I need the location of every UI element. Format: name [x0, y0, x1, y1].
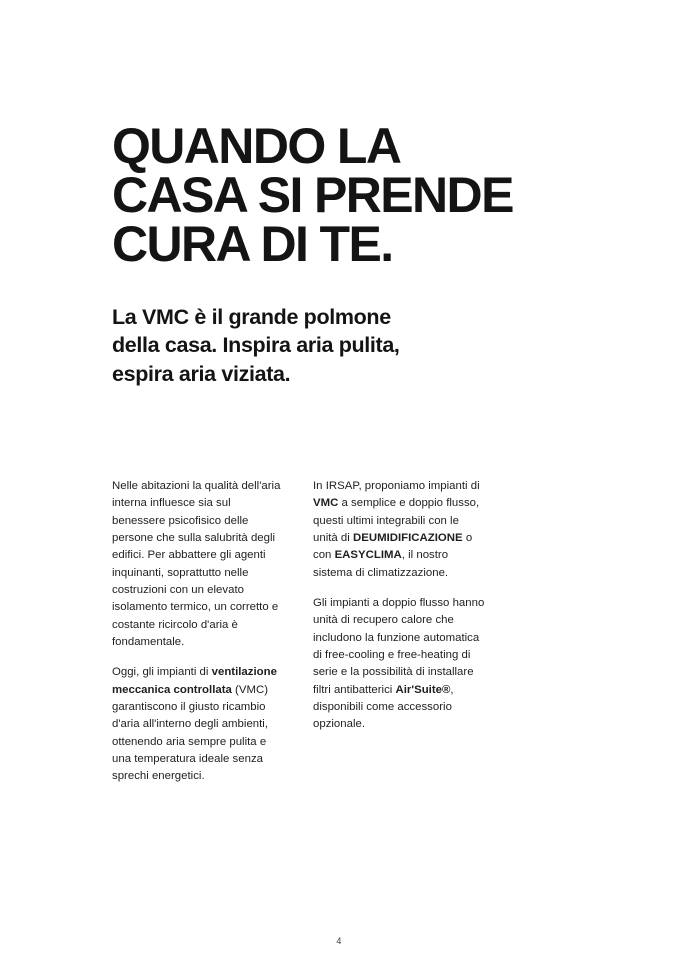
page-title: [112, 117, 582, 272]
headline-line-1: QUANDO LA: [112, 117, 401, 174]
subhead-line-1: La VMC è il grande polmone: [112, 304, 391, 329]
headline-line-2: CASA SI PRENDE: [112, 166, 513, 223]
page-subtitle: [112, 303, 512, 389]
body-text: o con: [313, 531, 473, 562]
emphasis-text: Air'Suite®: [395, 683, 451, 696]
emphasis-text: DEUMIDIFICAZIONE: [353, 531, 463, 544]
paragraph: [112, 664, 284, 785]
body-column-left: [112, 478, 284, 786]
emphasis-text: ventilazione meccanica controllata: [112, 666, 277, 696]
subhead-line-3: espira aria viziata.: [112, 362, 291, 387]
body-column-right: [313, 478, 485, 786]
paragraph: [112, 478, 284, 651]
subhead-line-2: della casa. Inspira aria pulita,: [112, 333, 400, 358]
body-text: , disponibili come accessorio opzionale.: [313, 683, 454, 731]
body-text: (VMC) garantiscono il giusto ricambio d'aria all'interno degli ambienti, ottenendo aria sempre pulita e una temperatura ideale senza sprechi energetici.: [112, 683, 269, 783]
body-text: In IRSAP, proponiamo impianti di: [313, 480, 480, 492]
body-text: Oggi, gli impianti di: [112, 666, 212, 679]
page-number: 4: [336, 936, 342, 946]
paragraph: [313, 478, 485, 582]
body-text: Nelle abitazioni la qualità dell'aria interna influesce sia sul benessere psicofisico delle persone che sulla salubrità degli edifici. Per abbattere gli agenti inquinanti, soprattutto nelle costruzioni con un elevato isolamento termico, un corretto e costante ricircolo d'aria è fondamentale.: [112, 480, 281, 648]
body-columns: [112, 478, 532, 786]
body-text: , il nostro sistema di climatizzazione.: [313, 549, 449, 579]
emphasis-text: VMC: [313, 497, 339, 510]
emphasis-text: EASYCLIMA: [334, 549, 402, 562]
headline-line-3: CURA DI TE.: [112, 215, 393, 272]
body-text: Gli impianti a doppio flusso hanno unità di recupero calore che includono la funzione automatica di free-cooling e free-heating di serie e la possibilità di installare filtri antibatterici: [313, 596, 485, 696]
paragraph: [313, 595, 485, 734]
body-text: a semplice e doppio flusso, questi ultimi integrabili con le unità di: [313, 497, 480, 544]
